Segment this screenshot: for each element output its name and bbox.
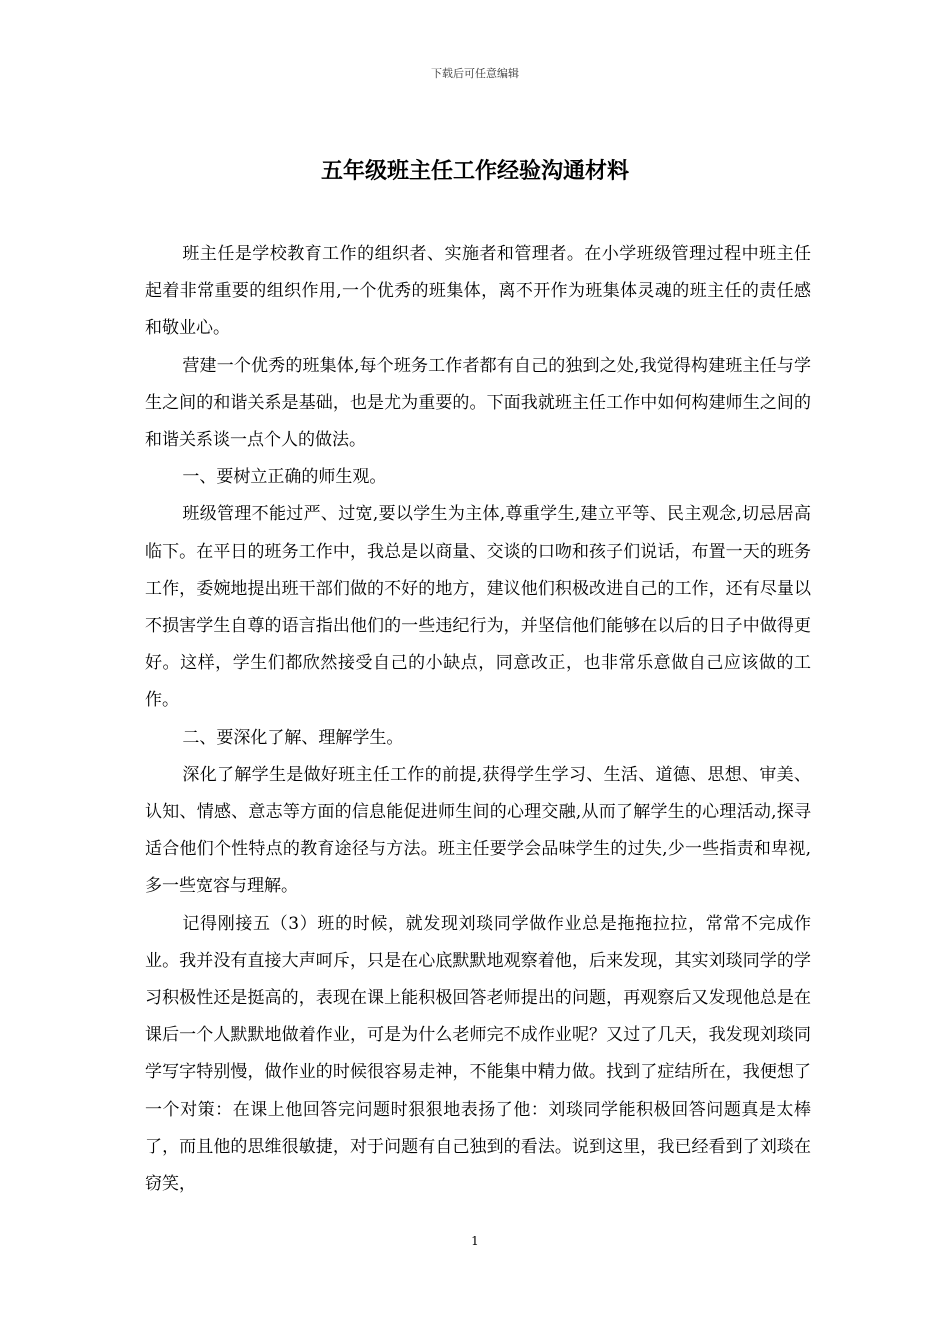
paragraph-understanding: 深化了解学生是做好班主任工作的前提,获得学生学习、生活、道德、思想、审美、认知、情感、意志等方面的信息能促进师生间的心理交融,从而了解学生的心理活动,探寻适合他们个性特点的教育途径与方法。班主任要学会品味学生的过失,少一些指责和卑视,多一些宽容与理解。: [145, 764, 811, 897]
section-heading-1: 一、要树立正确的师生观。: [182, 467, 387, 488]
document-title: 五年级班主任工作经验沟通材料: [320, 158, 629, 184]
paragraph-story: 记得刚接五（3）班的时候，就发现刘琰同学做作业总是拖拖拉拉，常常不完成作业。我并没有直接大声呵斥，只是在心底默默地观察着他，后来发现，其实刘琰同学的学习积极性还是挺高的，表现在课上能积极回答老师提出的问题，再观察后又发现他总是在课后一个人默默地做着作业，可是为什么老师完不成作业呢？又过了几天，我发现刘琰同学写字特别慢，做作业的时候很容易走神，不能集中精力做。找到了症结所在，我便想了一个对策：在课上他回答完问题时狠狠地表扬了他：刘琰同学能积极回答问题真是太棒了，而且他的思维很敏捷，对于问题有自己独到的看法。说到这里，我已经看到了刘琰在窃笑，: [145, 913, 811, 1195]
paragraph-harmony: 营建一个优秀的班集体,每个班务工作者都有自己的独到之处,我觉得构建班主任与学生之间的和谐关系是基础，也是尤为重要的。下面我就班主任工作中如何构建师生之间的和谐关系谈一点个人的做法。: [145, 355, 811, 451]
page-number: 1: [471, 1234, 479, 1248]
document-body: [145, 236, 811, 1203]
paragraph-intro: 班主任是学校教育工作的组织者、实施者和管理者。在小学班级管理过程中班主任起着非常重要的组织作用,一个优秀的班集体，离不开作为班集体灵魂的班主任的责任感和敬业心。: [145, 244, 811, 339]
section-heading-2: 二、要深化了解、理解学生。: [182, 727, 404, 748]
page-header-note: 下载后可任意编辑: [431, 67, 519, 80]
paragraph-management: 班级管理不能过严、过宽,要以学生为主体,尊重学生,建立平等、民主观念,切忌居高临下。在平日的班务工作中，我总是以商量、交谈的口吻和孩子们说话，布置一天的班务工作，委婉地提出班干部们做的不好的地方，建议他们积极改进自己的工作，还有尽量以不损害学生自尊的语言指出他们的一些违纪行为，并坚信他们能够在以后的日子中做得更好。这样，学生们都欣然接受自己的小缺点，同意改正，也非常乐意做自己应该做的工作。: [145, 504, 811, 711]
